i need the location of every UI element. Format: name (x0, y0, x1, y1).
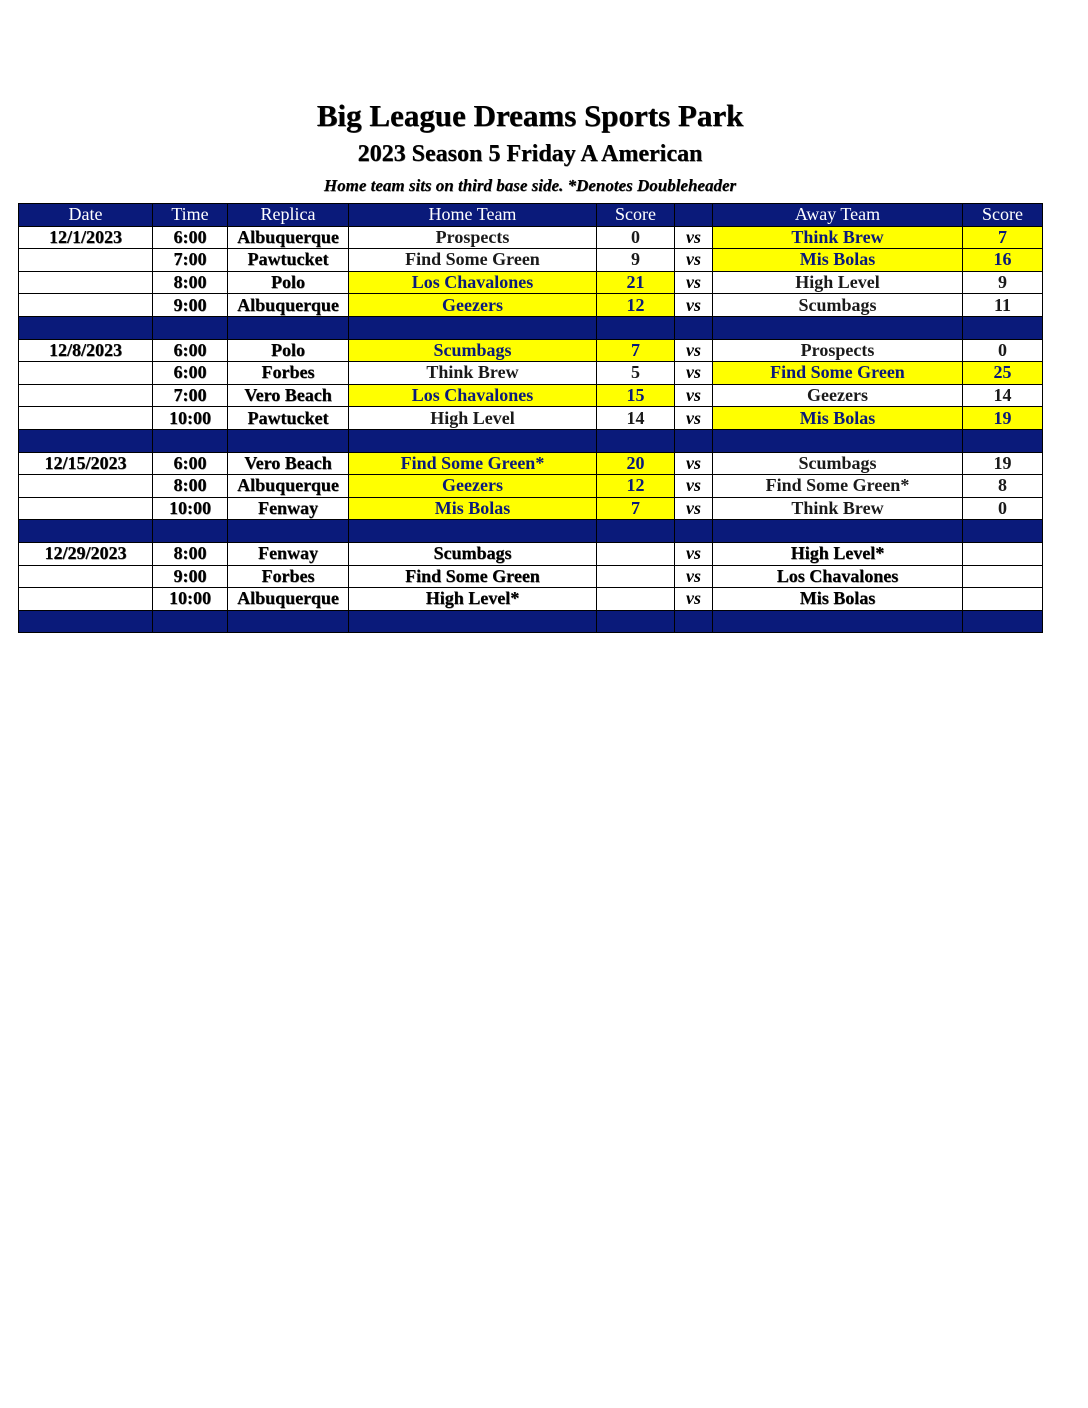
game-date: 12/1/2023 (19, 226, 153, 249)
separator-cell (228, 520, 349, 543)
column-header-home-score: Score (597, 204, 675, 227)
separator-cell (228, 610, 349, 633)
away-score: 14 (963, 384, 1043, 407)
separator-cell (675, 429, 713, 452)
game-time: 8:00 (153, 271, 228, 294)
separator-cell (153, 429, 228, 452)
separator-cell (963, 520, 1043, 543)
game-date (19, 249, 153, 272)
separator-cell (228, 316, 349, 339)
away-team: Think Brew (713, 226, 963, 249)
home-team: Prospects (349, 226, 597, 249)
vs-label: vs (675, 226, 713, 249)
separator-cell (19, 520, 153, 543)
home-score: 0 (597, 226, 675, 249)
vs-label: vs (675, 497, 713, 520)
game-time: 7:00 (153, 249, 228, 272)
game-date (19, 384, 153, 407)
table-row (19, 271, 1043, 294)
home-team: Scumbags (349, 339, 597, 362)
separator-cell (349, 610, 597, 633)
game-date (19, 475, 153, 498)
game-time: 9:00 (153, 565, 228, 588)
away-team: Prospects (713, 339, 963, 362)
vs-label: vs (675, 452, 713, 475)
column-header-time: Time (153, 204, 228, 227)
home-score: 7 (597, 339, 675, 362)
home-score: 14 (597, 407, 675, 430)
away-score: 19 (963, 452, 1043, 475)
replica-field: Albuquerque (228, 226, 349, 249)
away-score: 25 (963, 362, 1043, 385)
away-team: Geezers (713, 384, 963, 407)
replica-field: Pawtucket (228, 407, 349, 430)
schedule-body (19, 226, 1043, 633)
game-date (19, 294, 153, 317)
replica-field: Albuquerque (228, 294, 349, 317)
home-score (597, 588, 675, 611)
header-row (19, 204, 1043, 227)
home-team: Find Some Green (349, 249, 597, 272)
game-date (19, 362, 153, 385)
schedule-note: Home team sits on third base side. *Denotes Doubleheader (323, 176, 737, 195)
replica-field: Vero Beach (228, 452, 349, 475)
schedule-table (18, 203, 1043, 633)
column-header-away-team: Away Team (713, 204, 963, 227)
away-score: 11 (963, 294, 1043, 317)
game-time: 8:00 (153, 542, 228, 565)
separator-cell (597, 429, 675, 452)
table-row (19, 384, 1043, 407)
vs-label: vs (675, 384, 713, 407)
vs-label: vs (675, 407, 713, 430)
game-time: 6:00 (153, 226, 228, 249)
game-time: 10:00 (153, 407, 228, 430)
game-date (19, 588, 153, 611)
home-score: 9 (597, 249, 675, 272)
replica-field: Pawtucket (228, 249, 349, 272)
game-time: 6:00 (153, 362, 228, 385)
separator-cell (19, 429, 153, 452)
table-row (19, 542, 1043, 565)
away-team: Think Brew (713, 497, 963, 520)
home-team: Geezers (349, 475, 597, 498)
home-score: 12 (597, 294, 675, 317)
home-team: Geezers (349, 294, 597, 317)
away-team: High Level (713, 271, 963, 294)
table-row (19, 588, 1043, 611)
replica-field: Polo (228, 271, 349, 294)
away-team: Scumbags (713, 294, 963, 317)
page-title: Big League Dreams Sports Park (316, 98, 744, 133)
away-team: Mis Bolas (713, 249, 963, 272)
separator-cell (713, 316, 963, 339)
table-row (19, 362, 1043, 385)
table-row (19, 475, 1043, 498)
game-time: 9:00 (153, 294, 228, 317)
game-time: 8:00 (153, 475, 228, 498)
separator-cell (675, 610, 713, 633)
away-team: Find Some Green* (713, 475, 963, 498)
home-team: Find Some Green* (349, 452, 597, 475)
vs-label: vs (675, 339, 713, 362)
separator-row (19, 316, 1043, 339)
separator-cell (349, 520, 597, 543)
replica-field: Vero Beach (228, 384, 349, 407)
game-date: 12/8/2023 (19, 339, 153, 362)
home-team: Think Brew (349, 362, 597, 385)
table-row (19, 452, 1043, 475)
vs-label: vs (675, 475, 713, 498)
replica-field: Albuquerque (228, 588, 349, 611)
vs-label: vs (675, 249, 713, 272)
away-team: Mis Bolas (713, 588, 963, 611)
away-score: 9 (963, 271, 1043, 294)
home-score: 20 (597, 452, 675, 475)
column-header-away-score: Score (963, 204, 1043, 227)
home-score: 15 (597, 384, 675, 407)
separator-cell (713, 610, 963, 633)
separator-cell (153, 316, 228, 339)
home-score: 21 (597, 271, 675, 294)
vs-label: vs (675, 362, 713, 385)
column-header-date: Date (19, 204, 153, 227)
away-score (963, 588, 1043, 611)
separator-cell (349, 316, 597, 339)
replica-field: Fenway (228, 497, 349, 520)
home-team: Los Chavalones (349, 384, 597, 407)
replica-field: Forbes (228, 565, 349, 588)
home-score: 7 (597, 497, 675, 520)
season-subtitle: 2023 Season 5 Friday A American (357, 141, 703, 167)
away-score: 19 (963, 407, 1043, 430)
separator-cell (675, 316, 713, 339)
separator-cell (19, 610, 153, 633)
away-score: 16 (963, 249, 1043, 272)
away-team: Los Chavalones (713, 565, 963, 588)
separator-cell (597, 316, 675, 339)
separator-cell (963, 316, 1043, 339)
away-score (963, 542, 1043, 565)
separator-row (19, 520, 1043, 543)
replica-field: Forbes (228, 362, 349, 385)
game-time: 10:00 (153, 588, 228, 611)
home-team: Find Some Green (349, 565, 597, 588)
vs-label: vs (675, 565, 713, 588)
home-team: Scumbags (349, 542, 597, 565)
separator-cell (597, 610, 675, 633)
replica-field: Polo (228, 339, 349, 362)
separator-cell (675, 520, 713, 543)
table-row (19, 226, 1043, 249)
column-header-home-team: Home Team (349, 204, 597, 227)
away-score: 8 (963, 475, 1043, 498)
game-time: 6:00 (153, 339, 228, 362)
game-date (19, 497, 153, 520)
separator-cell (713, 429, 963, 452)
separator-cell (228, 429, 349, 452)
home-team: Mis Bolas (349, 497, 597, 520)
separator-row (19, 610, 1043, 633)
home-team: Los Chavalones (349, 271, 597, 294)
separator-cell (153, 520, 228, 543)
home-score: 5 (597, 362, 675, 385)
game-time: 7:00 (153, 384, 228, 407)
table-row (19, 249, 1043, 272)
vs-label: vs (675, 294, 713, 317)
replica-field: Fenway (228, 542, 349, 565)
away-team: Mis Bolas (713, 407, 963, 430)
separator-cell (963, 429, 1043, 452)
separator-cell (713, 520, 963, 543)
separator-cell (19, 316, 153, 339)
table-row (19, 294, 1043, 317)
separator-cell (349, 429, 597, 452)
away-score: 0 (963, 497, 1043, 520)
away-team: Scumbags (713, 452, 963, 475)
game-date (19, 407, 153, 430)
table-row (19, 497, 1043, 520)
away-score (963, 565, 1043, 588)
game-date: 12/29/2023 (19, 542, 153, 565)
separator-row (19, 429, 1043, 452)
home-team: High Level (349, 407, 597, 430)
table-row (19, 407, 1043, 430)
home-score: 12 (597, 475, 675, 498)
separator-cell (597, 520, 675, 543)
away-team: Find Some Green (713, 362, 963, 385)
replica-field: Albuquerque (228, 475, 349, 498)
column-header-vs (675, 204, 713, 227)
game-time: 10:00 (153, 497, 228, 520)
home-score (597, 565, 675, 588)
away-team: High Level* (713, 542, 963, 565)
table-row (19, 339, 1043, 362)
game-time: 6:00 (153, 452, 228, 475)
separator-cell (153, 610, 228, 633)
game-date (19, 271, 153, 294)
vs-label: vs (675, 588, 713, 611)
home-team: High Level* (349, 588, 597, 611)
separator-cell (963, 610, 1043, 633)
vs-label: vs (675, 271, 713, 294)
away-score: 7 (963, 226, 1043, 249)
vs-label: vs (675, 542, 713, 565)
home-score (597, 542, 675, 565)
game-date: 12/15/2023 (19, 452, 153, 475)
table-row (19, 565, 1043, 588)
game-date (19, 565, 153, 588)
column-header-replica: Replica (228, 204, 349, 227)
away-score: 0 (963, 339, 1043, 362)
